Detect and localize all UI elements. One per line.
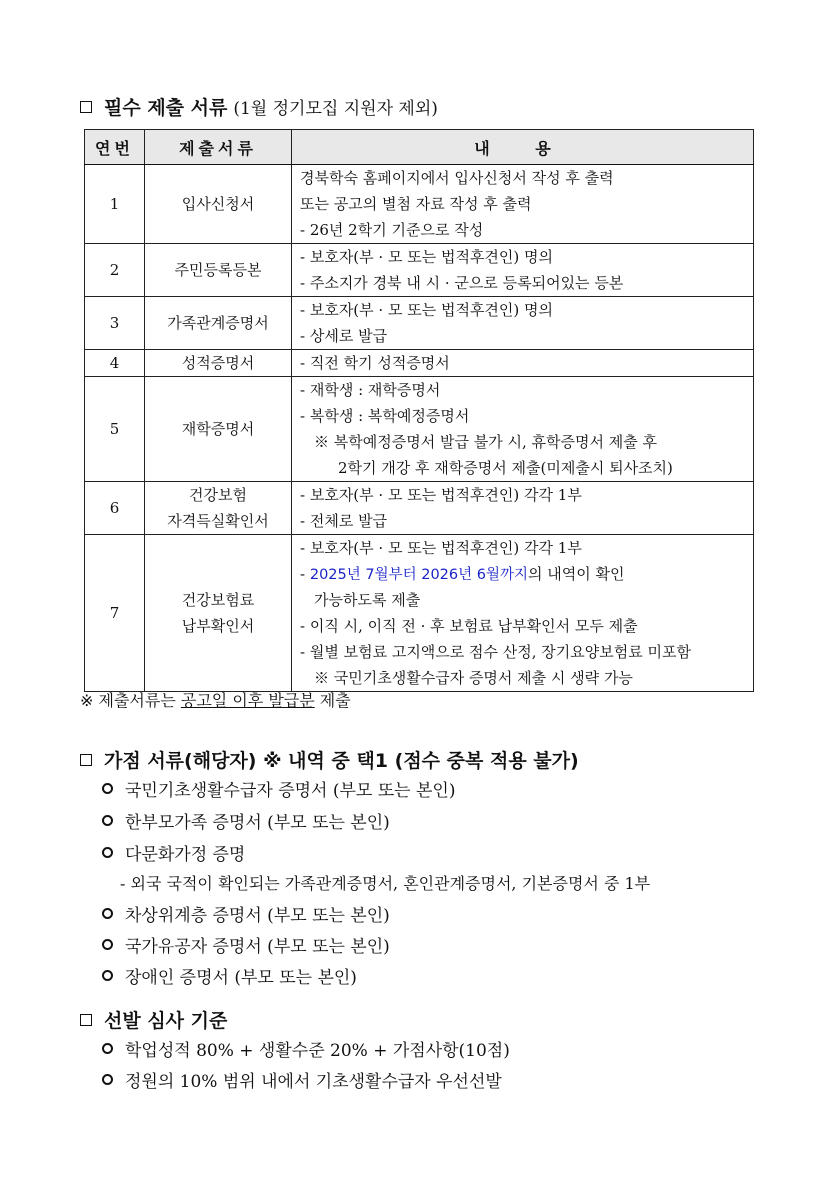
content-line: 또는 공고의 별첨 자료 작성 후 출력 (300, 195, 532, 213)
content-line: - 전체로 발급 (300, 512, 388, 530)
note-prefix: ※ 제출서류는 (80, 691, 176, 710)
circle-bullet-icon (102, 1043, 113, 1054)
table-row (85, 535, 754, 692)
list-item-label: 한부모가족 증명서 (부모 또는 본인) (125, 813, 390, 833)
required-docs-table (84, 129, 754, 692)
list-item (102, 808, 390, 833)
list-item-label: 차상위계층 증명서 (부모 또는 본인) (125, 906, 390, 926)
list-item-label: 다문화가정 증명 (125, 845, 246, 865)
row-content (292, 297, 754, 350)
required-docs-title: 필수 제출 서류 (104, 97, 228, 119)
circle-bullet-icon (102, 970, 113, 981)
content-line: - 주소지가 경북 내 시 · 군으로 등록되어있는 등본 (300, 274, 624, 292)
row-doc-name (145, 350, 292, 377)
list-item (102, 901, 390, 926)
table-row (85, 297, 754, 350)
content-line: - 월별 보험료 고지액으로 점수 산정, 장기요양보험료 미포함 (300, 643, 691, 661)
doc-name-line: 성적증명서 (181, 354, 255, 372)
list-item (102, 776, 455, 801)
content-line: - 직전 학기 성적증명서 (300, 354, 450, 372)
table-header-row (85, 130, 754, 165)
row-num: 6 (85, 482, 145, 535)
square-bullet-icon (80, 1014, 92, 1026)
content-line: - 보호자(부 · 모 또는 법적후견인) 각각 1부 (300, 486, 582, 504)
doc-name-line: 가족관계증명서 (167, 314, 269, 332)
doc-name-line: 건강보험료 (181, 591, 255, 609)
note-underlined: 공고일 이후 발급분 (180, 691, 315, 710)
content-line: - 이직 시, 이직 전 · 후 보험료 납부확인서 모두 제출 (300, 617, 638, 635)
circle-bullet-icon (102, 908, 113, 919)
content-line: - 26년 2학기 기준으로 작성 (300, 221, 484, 239)
row-doc-name (145, 482, 292, 535)
list-item (102, 1036, 510, 1061)
content-line: - 보호자(부 · 모 또는 법적후견인) 명의 (300, 248, 554, 266)
table-row (85, 165, 754, 244)
list-item-label: 정원의 10% 범위 내에서 기초생활수급자 우선선발 (125, 1072, 502, 1092)
content-line: - 보호자(부 · 모 또는 법적후견인) 명의 (300, 301, 554, 319)
multicultural-detail: - 외국 국적이 확인되는 가족관계증명서, 혼인관계증명서, 기본증명서 중 1부 (120, 874, 651, 893)
circle-bullet-icon (102, 847, 113, 858)
row-content (292, 350, 754, 377)
content-fragment: 의 내역이 확인 (527, 565, 625, 583)
doc-name-line: 재학증명서 (181, 420, 255, 438)
doc-name-line: 주민등록등본 (174, 261, 262, 279)
highlighted-period: 2025년 7월부터 2026년 6월까지 (309, 567, 528, 583)
content-line: 가능하도록 제출 (314, 591, 421, 609)
content-line: - 상세로 발급 (300, 327, 388, 345)
row-content (292, 165, 754, 244)
row-content (292, 377, 754, 482)
header-name: 제출서류 (145, 130, 292, 165)
content-line: 2학기 개강 후 재학증명서 제출(미제출시 퇴사조치) (338, 459, 673, 477)
row-num: 4 (85, 350, 145, 377)
doc-name-line: 입사신청서 (181, 195, 255, 213)
square-bullet-icon (80, 754, 92, 766)
content-line: - 재학생 : 재학증명서 (300, 381, 441, 399)
row-doc-name (145, 535, 292, 692)
row-num: 7 (85, 535, 145, 692)
content-line: ※ 복학예정증명서 발급 불가 시, 휴학증명서 제출 후 (314, 433, 657, 451)
row-doc-name (145, 244, 292, 297)
bonus-docs-title: 가점 서류(해당자) ※ 내역 중 택1 (점수 중복 적용 불가) (104, 750, 579, 772)
row-num: 2 (85, 244, 145, 297)
table-row (85, 350, 754, 377)
content-line: 경북학숙 홈페이지에서 입사신청서 작성 후 출력 (300, 169, 614, 187)
row-content (292, 535, 754, 692)
row-num: 5 (85, 377, 145, 482)
list-item (102, 1067, 502, 1092)
note-suffix: 제출 (319, 691, 351, 710)
row-doc-name (145, 165, 292, 244)
row-content (292, 482, 754, 535)
row-num: 1 (85, 165, 145, 244)
content-line: - 2025년 7월부터 2026년 6월까지의 내역이 확인 (300, 565, 625, 583)
content-line: - 복학생 : 복학예정증명서 (300, 407, 470, 425)
list-item-label: 학업성적 80% + 생활수준 20% + 가점사항(10점) (125, 1041, 510, 1061)
criteria-heading (80, 1006, 227, 1033)
issuance-note (80, 688, 351, 711)
list-item-label: 국가유공자 증명서 (부모 또는 본인) (125, 937, 390, 957)
row-doc-name (145, 297, 292, 350)
content-line: ※ 국민기초생활수급자 증명서 제출 시 생략 가능 (314, 669, 633, 687)
required-docs-subtitle: (1월 정기모집 지원자 제외) (233, 99, 438, 119)
doc-name-line: 납부확인서 (181, 617, 255, 635)
circle-bullet-icon (102, 783, 113, 794)
row-doc-name (145, 377, 292, 482)
list-item (102, 963, 357, 988)
circle-bullet-icon (102, 815, 113, 826)
header-num: 연번 (85, 130, 145, 165)
content-line: - 보호자(부 · 모 또는 법적후견인) 각각 1부 (300, 539, 582, 557)
table-row (85, 244, 754, 297)
circle-bullet-icon (102, 1074, 113, 1085)
row-num: 3 (85, 297, 145, 350)
table-row (85, 377, 754, 482)
doc-name-line: 건강보험 (189, 486, 247, 504)
list-item-label: 장애인 증명서 (부모 또는 본인) (125, 968, 357, 988)
list-item-label: 국민기초생활수급자 증명서 (부모 또는 본인) (125, 781, 456, 801)
required-docs-heading (80, 93, 438, 120)
criteria-title: 선발 심사 기준 (104, 1010, 228, 1032)
header-content: 내 용 (292, 130, 754, 165)
square-bullet-icon (80, 101, 92, 113)
row-content (292, 244, 754, 297)
doc-name-line: 자격득실확인서 (167, 512, 269, 530)
list-item (102, 840, 245, 865)
circle-bullet-icon (102, 939, 113, 950)
table-row (85, 482, 754, 535)
bonus-docs-heading (80, 746, 579, 773)
list-item (102, 932, 390, 957)
